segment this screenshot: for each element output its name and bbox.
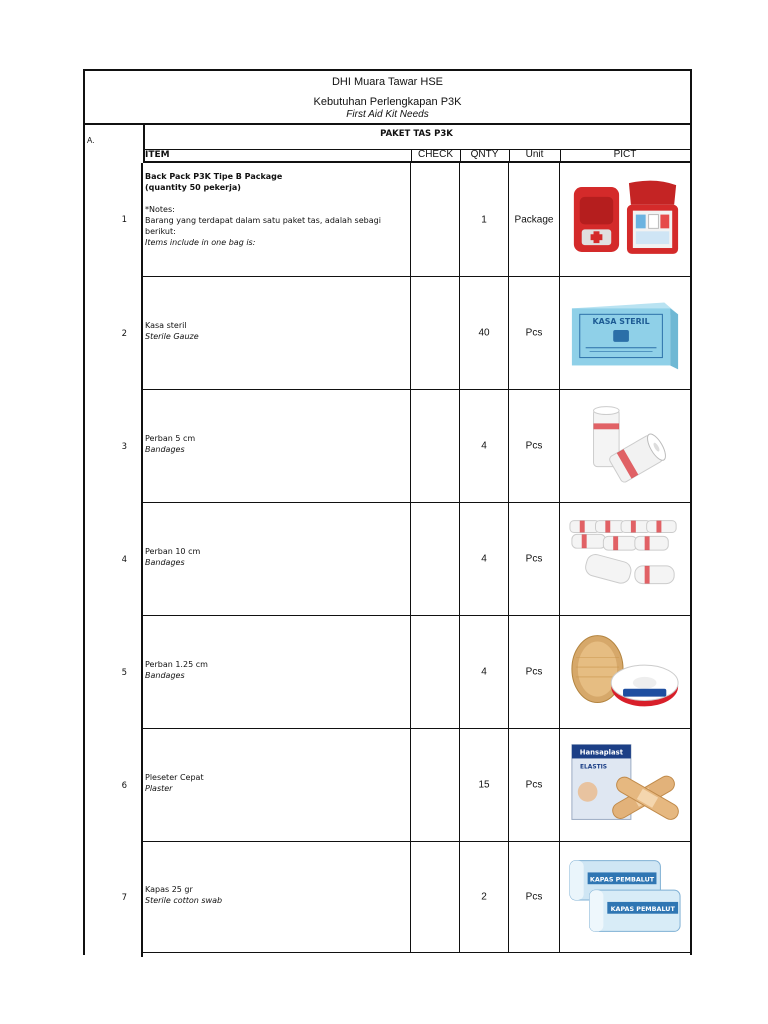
pict-cell bbox=[560, 277, 690, 390]
item-name-english: Bandages bbox=[145, 558, 185, 567]
qnty-value: 2 bbox=[481, 891, 487, 903]
check-cell[interactable] bbox=[411, 503, 460, 616]
first-aid-kit-sheet bbox=[83, 69, 692, 955]
section-name-cell bbox=[143, 123, 690, 150]
bandage-rolls-icon bbox=[566, 507, 684, 611]
col-item-header: ITEM bbox=[145, 150, 170, 160]
item-cell bbox=[143, 163, 411, 277]
item-name: Perban 1.25 cm bbox=[145, 660, 208, 669]
col-unit-header: Unit bbox=[525, 149, 544, 160]
unit-value: Pcs bbox=[525, 553, 543, 565]
table-row bbox=[85, 729, 690, 842]
item-cell bbox=[143, 503, 411, 616]
cotton-label-front: KAPAS PEMBALUT bbox=[610, 904, 675, 913]
qnty-value: 4 bbox=[481, 666, 487, 678]
notes-english: Items include in one bag is: bbox=[145, 238, 256, 247]
item-name: Kasa steril bbox=[145, 321, 187, 330]
qnty-value: 4 bbox=[481, 440, 487, 452]
pict-cell bbox=[560, 503, 690, 616]
section-label: A. bbox=[87, 136, 95, 145]
item-name-english: Sterile cotton swab bbox=[145, 896, 223, 905]
section-name: PAKET TAS P3K bbox=[380, 129, 453, 139]
row-number: 1 bbox=[121, 215, 127, 225]
pict-cell bbox=[560, 390, 690, 503]
row-number: 6 bbox=[121, 780, 127, 791]
unit-value: Package bbox=[514, 214, 554, 225]
item-name-english: Bandages bbox=[145, 445, 185, 454]
qnty-value: 15 bbox=[478, 779, 490, 791]
item-name-english: Sterile Gauze bbox=[145, 332, 199, 341]
table-row bbox=[85, 842, 690, 953]
unit-value: Pcs bbox=[525, 666, 543, 678]
pict-cell bbox=[560, 616, 690, 729]
check-cell[interactable] bbox=[411, 729, 460, 842]
row-number: 7 bbox=[121, 892, 127, 903]
table-row bbox=[85, 163, 690, 277]
item-name: Perban 10 cm bbox=[145, 547, 201, 556]
item-cell bbox=[143, 842, 411, 953]
unit-value: Pcs bbox=[525, 440, 543, 452]
table-row bbox=[85, 277, 690, 390]
company-title: DHI Muara Tawar HSE bbox=[331, 76, 444, 88]
check-cell[interactable] bbox=[411, 277, 460, 390]
notes-line-2: berikut: bbox=[145, 227, 176, 236]
notes-line-1: Barang yang terdapat dalam satu paket tas, adalah sebagi bbox=[145, 216, 381, 225]
sheet-header bbox=[85, 71, 690, 125]
item-name: Kapas 25 gr bbox=[145, 885, 193, 894]
pict-cell bbox=[560, 842, 690, 953]
pict-cell bbox=[560, 163, 690, 277]
gauze-label: KASA STERIL bbox=[592, 317, 650, 327]
cotton-pack-icon bbox=[566, 846, 684, 948]
item-cell bbox=[143, 616, 411, 729]
row-number: 4 bbox=[121, 554, 127, 565]
table-row bbox=[85, 616, 690, 729]
check-cell[interactable] bbox=[411, 390, 460, 503]
column-header-row bbox=[143, 149, 690, 163]
document-title: Kebutuhan Perlengkapan P3K bbox=[313, 96, 462, 108]
pict-cell bbox=[560, 729, 690, 842]
sterile-gauze-box-icon bbox=[566, 281, 684, 385]
adhesive-tape-icon bbox=[566, 620, 684, 724]
first-aid-backpack-icon bbox=[566, 167, 684, 272]
cotton-label-back: KAPAS PEMBALUT bbox=[589, 875, 655, 884]
unit-value: Pcs bbox=[525, 779, 543, 791]
item-title: Back Pack P3K Tipe B Package bbox=[145, 172, 283, 181]
check-cell[interactable] bbox=[411, 842, 460, 953]
check-cell[interactable] bbox=[411, 163, 460, 277]
plaster-brand-label: Hansaplast bbox=[579, 748, 624, 757]
bandage-roll-icon bbox=[566, 394, 684, 498]
section-label-cell bbox=[85, 123, 145, 161]
item-cell bbox=[143, 390, 411, 503]
qnty-value: 1 bbox=[481, 214, 487, 225]
item-title-quantity: (quantity 50 pekerja) bbox=[145, 183, 241, 192]
item-cell bbox=[143, 277, 411, 390]
col-check-header: CHECK bbox=[417, 149, 453, 160]
qnty-value: 40 bbox=[478, 327, 490, 339]
item-cell bbox=[143, 729, 411, 842]
table-row bbox=[85, 503, 690, 616]
item-name-english: Plaster bbox=[145, 784, 173, 793]
item-name: Pleseter Cepat bbox=[145, 773, 204, 782]
plaster-pack-icon bbox=[566, 733, 684, 837]
check-cell[interactable] bbox=[411, 616, 460, 729]
table-row bbox=[85, 390, 690, 503]
row-number: 5 bbox=[121, 667, 127, 678]
col-pict-header: PICT bbox=[613, 149, 637, 160]
unit-value: Pcs bbox=[525, 327, 543, 339]
row-number: 2 bbox=[121, 328, 127, 339]
item-name-english: Bandages bbox=[145, 671, 185, 680]
unit-value: Pcs bbox=[525, 891, 543, 903]
row-number: 3 bbox=[121, 441, 127, 452]
notes-label: *Notes: bbox=[145, 205, 175, 214]
qnty-value: 4 bbox=[481, 553, 487, 565]
number-column-continuation bbox=[85, 953, 143, 957]
col-qnty-header: QNTY bbox=[470, 149, 499, 160]
document-subtitle: First Aid Kit Needs bbox=[346, 109, 429, 120]
item-name: Perban 5 cm bbox=[145, 434, 196, 443]
plaster-type-label: ELASTIS bbox=[580, 764, 608, 771]
